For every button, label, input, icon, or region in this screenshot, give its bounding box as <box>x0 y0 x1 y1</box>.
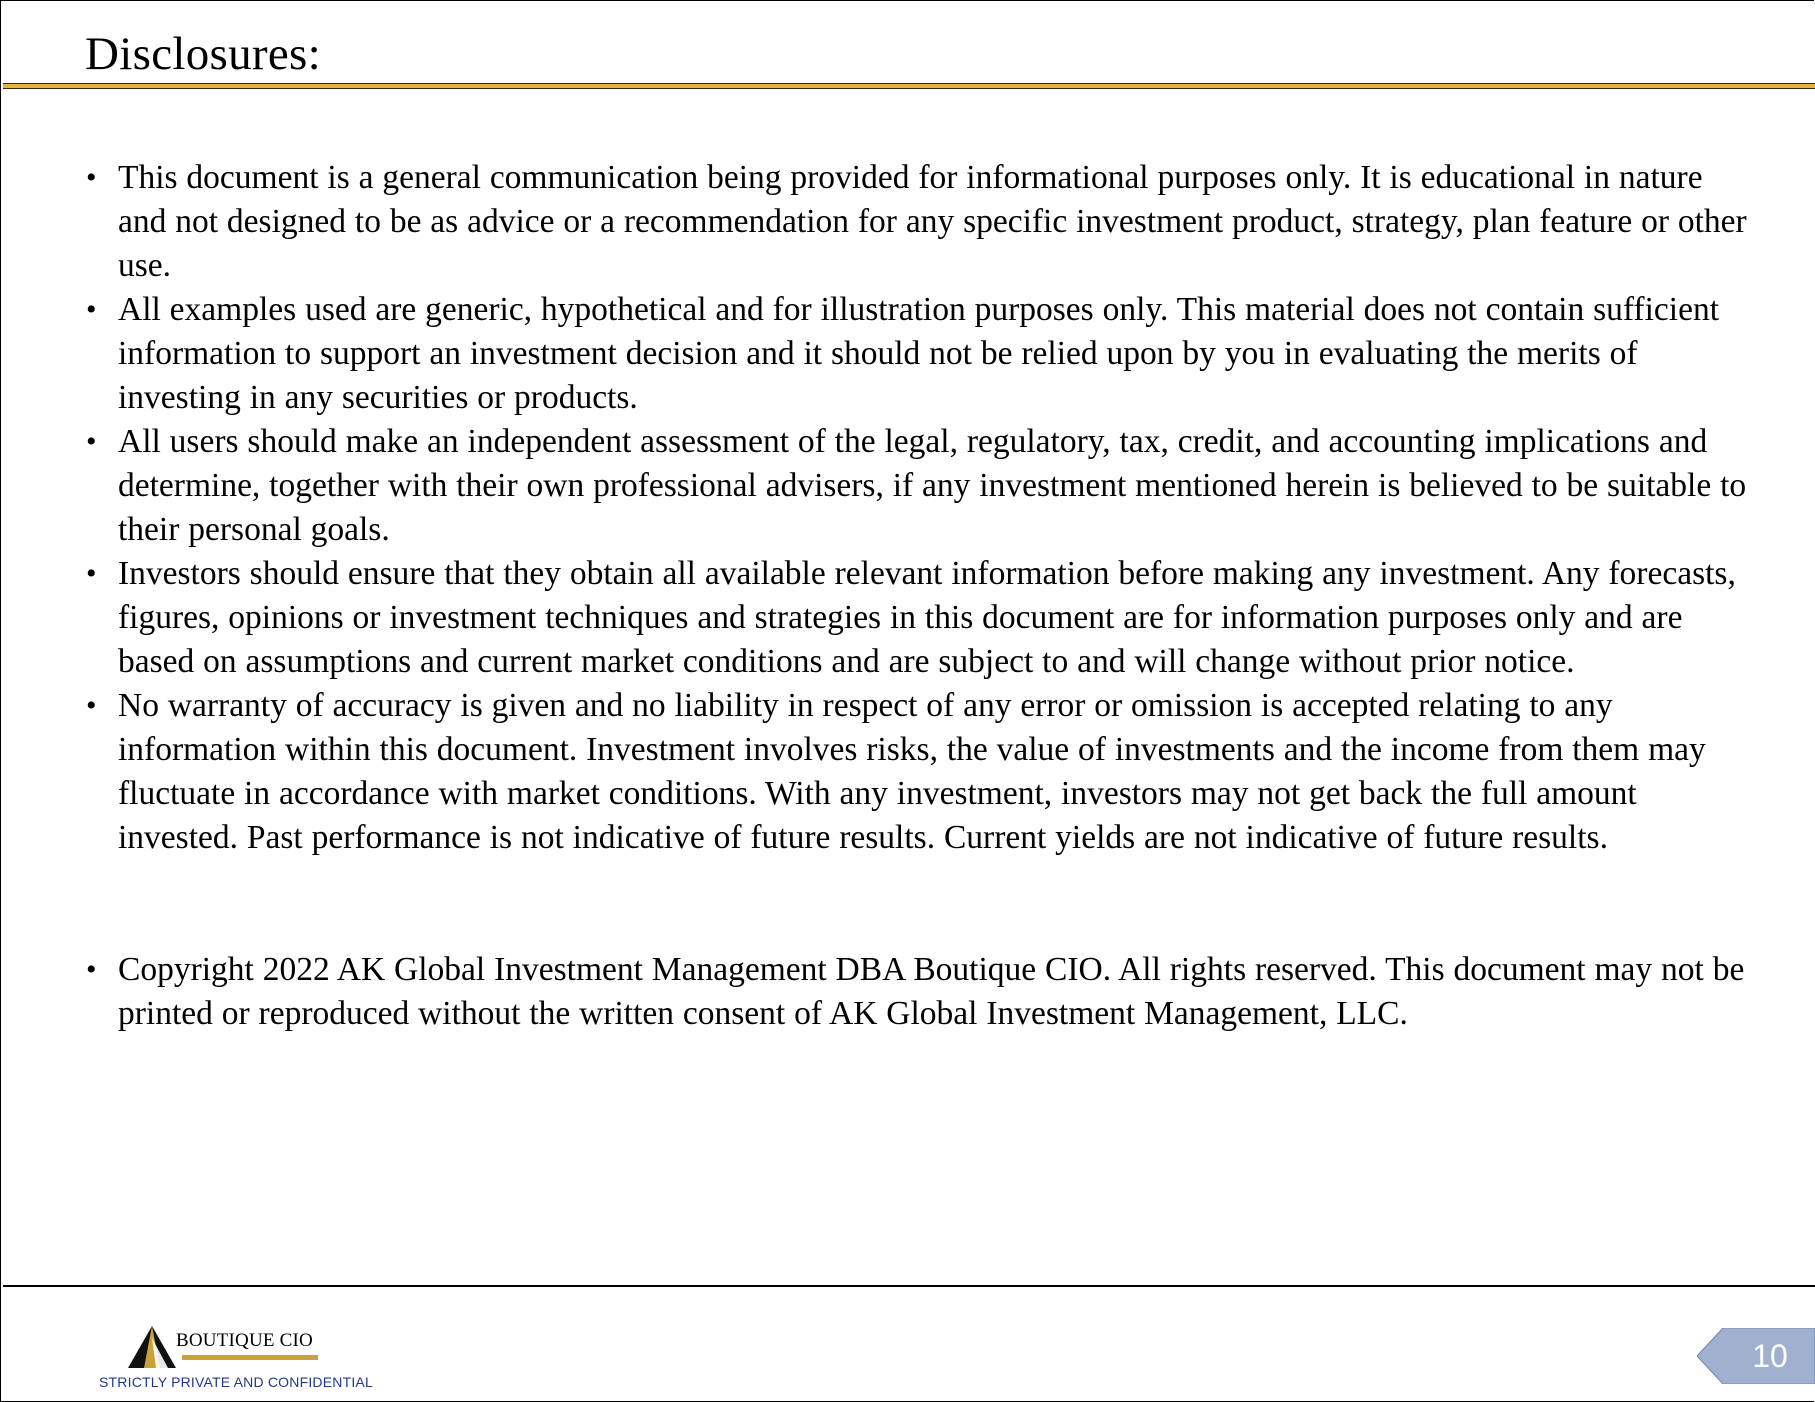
logo-wordmark: BOUTIQUE CIO <box>176 1330 313 1351</box>
page-number: 10 <box>1752 1338 1788 1374</box>
company-logo <box>126 1320 336 1370</box>
disclosure-item: • This document is a general communication being provided for informational purposes only. It is educational in nature and not designed to be as advice or a recommendation for any specific investment product, strategy, plan feature or other use. <box>86 156 1756 288</box>
disclosure-item: • No warranty of accuracy is given and no liability in respect of any error or omission is accepted relating to any information within this document. Investment involves risks, the value of investments and the income from them may fluctuate in accordance with market conditions. With any investment, investors may not get back the full amount invested. Past performance is not indicative of future results. Current yields are not indicative of future results. <box>86 684 1756 860</box>
disclosure-item: • All users should make an independent assessment of the legal, regulatory, tax, credit, and accounting implications and determine, together with their own professional advisers, if any investment mentioned herein is believed to be suitable to their personal goals. <box>86 420 1756 552</box>
title-divider <box>3 83 1815 89</box>
logo-tagline-bar <box>182 1355 318 1360</box>
confidentiality-label: STRICTLY PRIVATE AND CONFIDENTIAL <box>99 1374 373 1390</box>
pyramid-logo-icon <box>126 1324 178 1370</box>
footer-divider <box>3 1285 1815 1287</box>
page-title: Disclosures: <box>85 28 321 80</box>
disclosure-list <box>86 156 1756 1036</box>
copyright-notice: • Copyright 2022 AK Global Investment Management DBA Boutique CIO. All rights reserved. This document may not be printed or reproduced without the written consent of AK Global Investment Management, LLC. <box>86 948 1756 1036</box>
disclosure-item: • Investors should ensure that they obtain all available relevant information before making any investment. Any forecasts, figures, opinions or investment techniques and strategies in this document are for information purposes only and are based on assumptions and current market conditions and are subject to and will change without prior notice. <box>86 552 1756 684</box>
disclosure-item: • All examples used are generic, hypothetical and for illustration purposes only. This material does not contain sufficient information to support an investment decision and it should not be relied upon by you in evaluating the merits of investing in any securities or products. <box>86 288 1756 420</box>
